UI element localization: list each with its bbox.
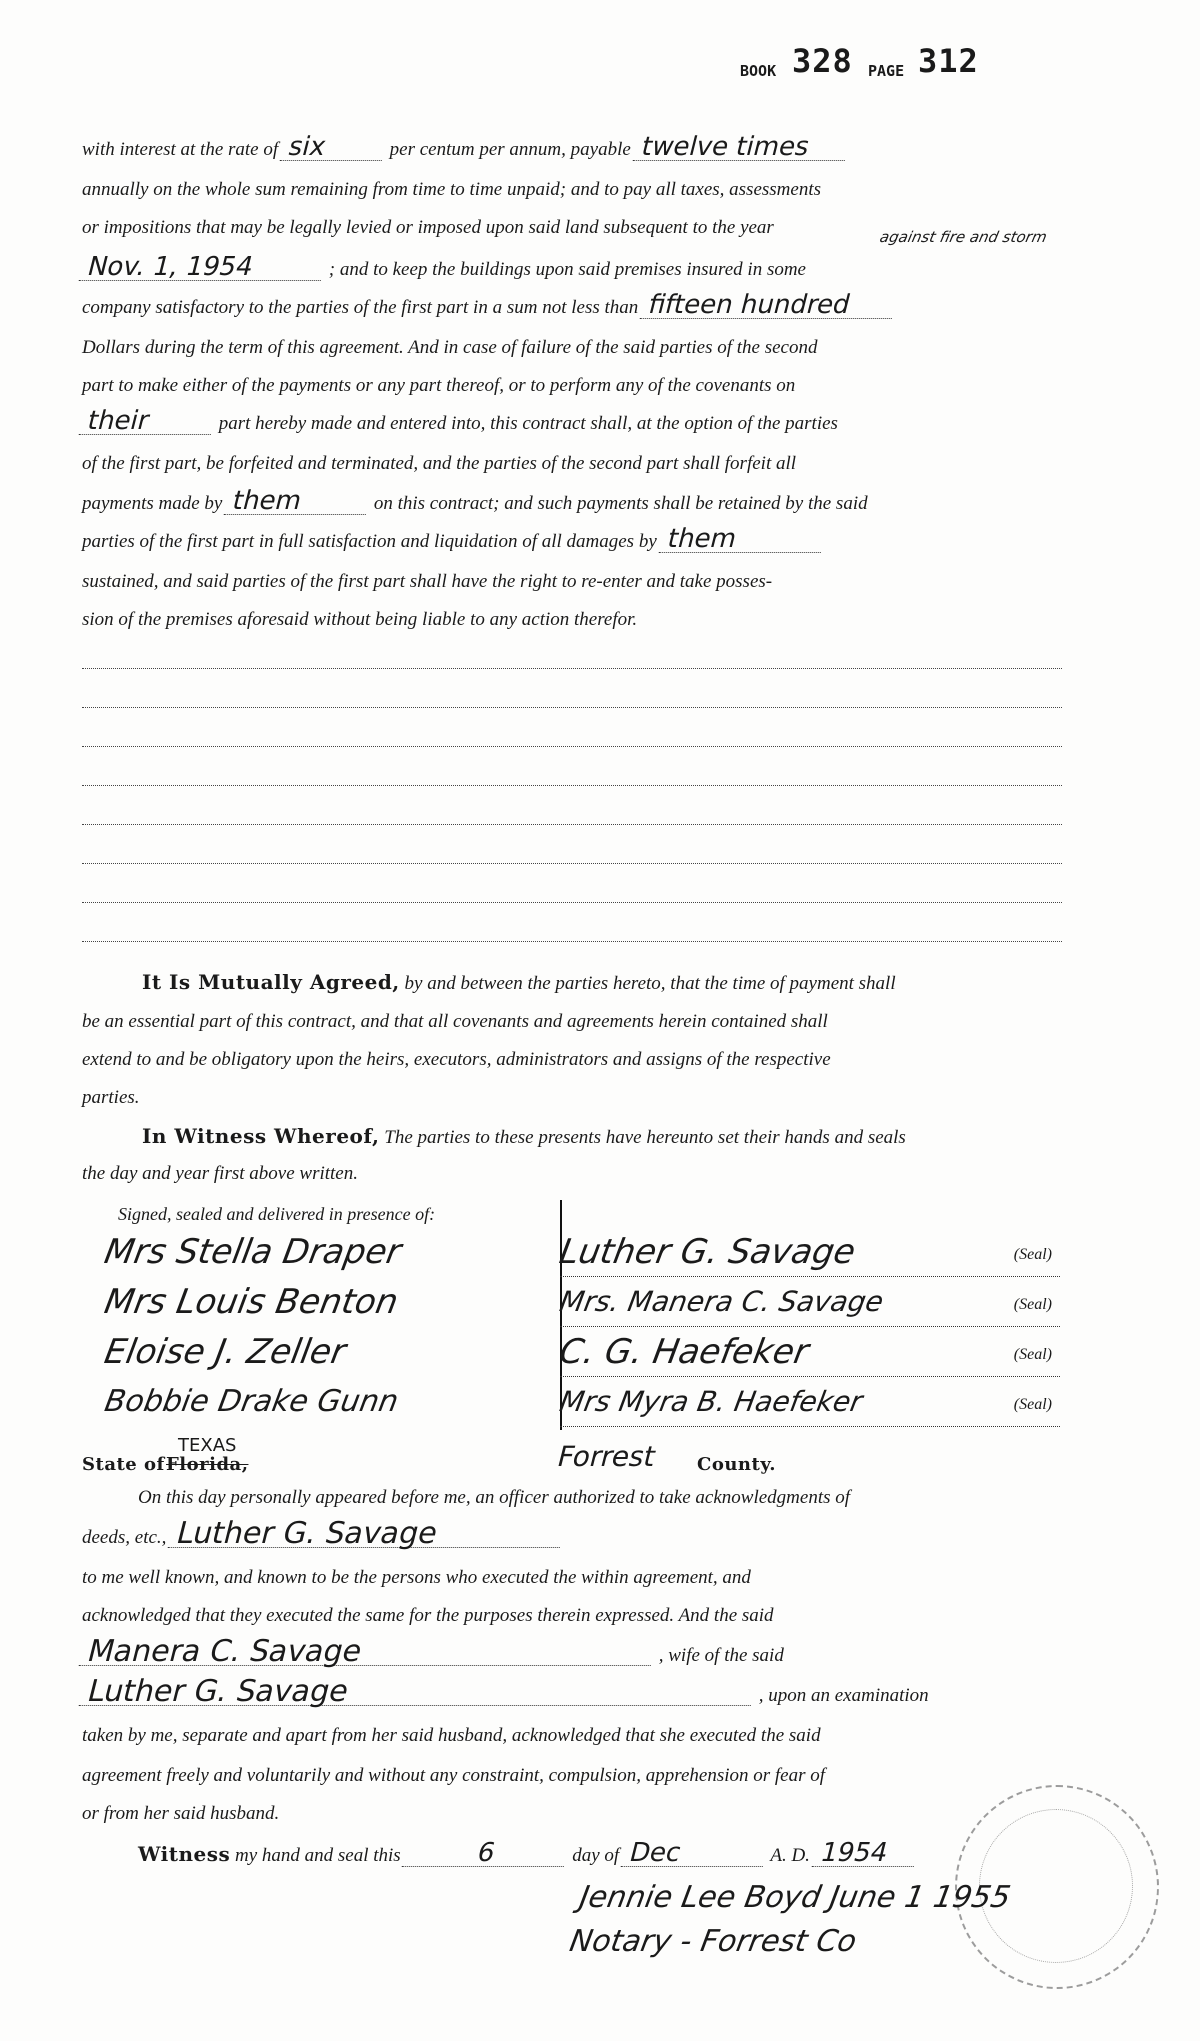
handwritten-day: 6 — [402, 1840, 571, 1867]
text: taken by me, separate and apart from her said husband, acknowledged that she executed the said — [82, 1725, 821, 1746]
county-handwritten: Forrest — [554, 1440, 660, 1473]
witness-signature: Mrs Stella Draper — [101, 1232, 405, 1272]
text: , wife of the said — [658, 1645, 784, 1666]
text: company satisfactory to the parties of the first part in a sum not less than — [82, 297, 639, 318]
text: A. D. — [770, 1845, 810, 1866]
line-5 — [82, 288, 1062, 328]
seal-label: (Seal) — [1013, 1246, 1052, 1263]
text: acknowledged that they executed the same for the purposes therein expressed. And the said — [82, 1605, 774, 1626]
witness-signature: Bobbie Drake Gunn — [102, 1384, 402, 1419]
witness-signature: Eloise J. Zeller — [101, 1332, 349, 1372]
seal-label: (Seal) — [1013, 1296, 1052, 1313]
line-4 — [82, 250, 1062, 290]
page-number: 312 — [918, 42, 979, 80]
mutually-agreed-line-4 — [82, 1078, 1062, 1118]
signature-row — [557, 1282, 1060, 1327]
handwritten-year: Nov. 1, 1954 — [79, 254, 328, 281]
line-10 — [82, 484, 1062, 524]
text: annually on the whole sum remaining from time to time unpaid; and to pay all taxes, assessments — [82, 179, 821, 200]
line-1 — [82, 130, 1062, 170]
text: On this day personally appeared before me, an officer authorized to take acknowledgments of — [138, 1487, 851, 1508]
ack-line-8 — [82, 1756, 1062, 1796]
line-13 — [82, 600, 1062, 640]
line-12 — [82, 562, 1062, 602]
handwritten-sum: fifteen hundred — [640, 292, 899, 319]
text: part hereby made and entered into, this contract shall, at the option of the parties — [218, 413, 838, 434]
book-number: 328 — [792, 42, 853, 80]
signature-row — [556, 1332, 1060, 1377]
blank-line — [82, 863, 1062, 864]
text: deeds, etc., — [82, 1527, 167, 1548]
party-signature: Luther G. Savage — [556, 1232, 859, 1272]
handwritten-husband: Luther G. Savage — [79, 1679, 758, 1706]
text: Dollars during the term of this agreement. And in case of failure of the said parties of the second — [82, 337, 818, 358]
signed-sealed-label — [118, 1194, 578, 1234]
line-9 — [82, 444, 1062, 484]
witness-signature: Mrs Louis Benton — [101, 1282, 402, 1322]
text: part to make either of the payments or any part thereof, or to perform any of the covenants on — [82, 375, 796, 396]
handwritten-month: Dec — [621, 1840, 770, 1867]
handwritten-them: them — [224, 488, 373, 515]
line-8 — [82, 404, 1062, 444]
blank-line — [82, 707, 1062, 708]
mutually-agreed-heading: It Is Mutually Agreed, — [142, 970, 400, 994]
text: day of — [572, 1845, 620, 1866]
blank-line — [82, 941, 1062, 942]
handwritten-grantor: Luther G. Savage — [168, 1521, 567, 1548]
handwritten-wife: Manera C. Savage — [79, 1639, 658, 1666]
signature-row — [557, 1382, 1060, 1427]
handwritten-year: 1954 — [811, 1840, 920, 1867]
text: to me well known, and known to be the persons who executed the within agreement, and — [82, 1567, 751, 1588]
seal-label: (Seal) — [1013, 1346, 1052, 1363]
text: with interest at the rate of — [82, 139, 279, 160]
text: extend to and be obligatory upon the heirs, executors, administrators and assigns of the respective — [82, 1049, 831, 1070]
mutually-agreed-line-3 — [82, 1040, 1062, 1080]
text: payments made by — [82, 493, 223, 514]
text: or from her said husband. — [82, 1803, 280, 1824]
party-signature: Mrs Myra B. Haefeker — [557, 1385, 865, 1418]
text: parties. — [82, 1087, 140, 1108]
handwritten-insert-note: against fire and storm — [878, 228, 1049, 246]
text: my hand and seal this — [234, 1845, 401, 1866]
line-6 — [82, 328, 1062, 368]
witness-hand-seal-line — [138, 1834, 1062, 1874]
handwritten-rate: six — [280, 134, 389, 161]
book-page-header — [740, 38, 1140, 88]
text: or impositions that may be legally levied or imposed upon said land subsequent to the year — [82, 217, 774, 238]
party-signature: C. G. Haefeker — [556, 1332, 812, 1372]
ack-line-5 — [82, 1636, 1062, 1676]
line-11 — [82, 522, 1062, 562]
text: be an essential part of this contract, and that all covenants and agreements herein contained shall — [82, 1011, 828, 1032]
text: The parties to these presents have hereunto set their hands and seals — [384, 1127, 906, 1148]
line-7 — [82, 366, 1062, 406]
handwritten-frequency: twelve times — [632, 134, 851, 161]
ack-line-7 — [82, 1716, 1062, 1756]
blank-line — [82, 668, 1062, 669]
text: agreement freely and voluntarily and without any constraint, compulsion, apprehension or fear of — [82, 1765, 826, 1786]
witness-whereof-heading: In Witness Whereof, — [142, 1124, 380, 1148]
blank-line — [82, 902, 1062, 903]
blank-line — [82, 785, 1062, 786]
text: , upon an examination — [758, 1685, 929, 1706]
book-label: BOOK — [740, 62, 777, 80]
ack-line-2 — [82, 1518, 1062, 1558]
text: parties of the first part in full satisfaction and liquidation of all damages by — [82, 531, 657, 552]
ack-line-3 — [82, 1558, 1062, 1598]
state-handwritten: TEXAS — [178, 1435, 237, 1456]
witness-whereof-line-2 — [82, 1154, 1062, 1194]
text: of the first part, be forfeited and terminated, and the parties of the second part shall forfeit all — [82, 453, 797, 474]
ack-line-4 — [82, 1596, 1062, 1636]
text: by and between the parties hereto, that the time of payment shall — [404, 973, 896, 994]
party-signature: Mrs. Manera C. Savage — [557, 1285, 886, 1318]
county-label: County. — [697, 1454, 776, 1475]
text: sion of the premises aforesaid without being liable to any action therefor. — [82, 609, 638, 630]
seal-label: (Seal) — [1013, 1396, 1052, 1413]
state-label: State of — [82, 1454, 165, 1475]
handwritten-them: them — [658, 526, 827, 553]
handwritten-their: their — [79, 408, 218, 435]
mutually-agreed-line-2 — [82, 1002, 1062, 1042]
witness-whereof-line-1 — [142, 1116, 1062, 1156]
text: per centum per annum, payable — [389, 139, 631, 160]
mutually-agreed-line-1 — [142, 962, 1062, 1002]
notary-title: Notary - Forrest Co — [567, 1924, 860, 1959]
line-2 — [82, 170, 1062, 210]
signature-row — [556, 1232, 1060, 1277]
text: on this contract; and such payments shall be retained by the said — [373, 493, 868, 514]
blank-line — [82, 824, 1062, 825]
state-printed: Florida, — [166, 1454, 249, 1475]
page-label: PAGE — [868, 62, 905, 80]
ack-line-9 — [82, 1794, 1062, 1834]
ack-line-1 — [138, 1478, 1062, 1518]
text: sustained, and said parties of the first part shall have the right to re-enter and take posses- — [82, 571, 773, 592]
ack-line-6 — [82, 1676, 1062, 1716]
text: the day and year first above written. — [82, 1163, 358, 1184]
notary-signature: Jennie Lee Boyd June 1 1955 — [577, 1880, 1014, 1915]
text: Signed, sealed and delivered in presence of: — [118, 1204, 436, 1224]
witness-label: Witness — [138, 1842, 231, 1866]
text: ; and to keep the buildings upon said premises insured in some — [328, 259, 806, 280]
blank-line — [82, 746, 1062, 747]
